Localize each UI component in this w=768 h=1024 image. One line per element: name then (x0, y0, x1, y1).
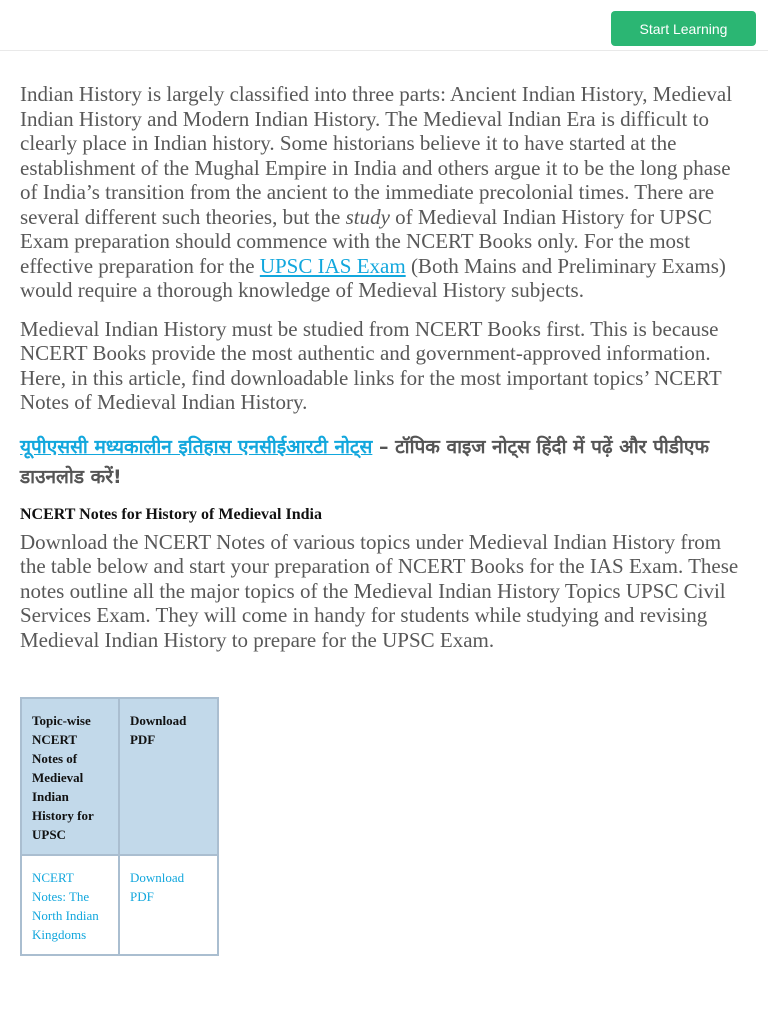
article-content (20, 82, 748, 652)
intro-paragraph-2: Medieval Indian History must be studied from NCERT Books first. This is because NCERT Books provide the most authentic and government-approved information. Here, in this article, find downloadable links for the most important topics’ NCERT Notes of Medieval Indian History. (20, 316, 722, 414)
start-learning-button[interactable]: Start Learning (611, 11, 756, 46)
top-bar (0, 0, 768, 51)
intro-text-a: Indian History is largely classified into three parts: Ancient Indian History, Medieval Indian History and Modern Indian History. The Medieval Indian Era is difficult to clearly place in Indian history. Some historians believe it to have started at the establishment of the Mughal Empire in India and others argue it to be the long phase of India’s transition from the ancient to the immediate precolonial times. There are several different such theories, but the (20, 82, 733, 229)
topic-link[interactable]: NCERT Notes: The North Indian Kingdoms (32, 870, 99, 942)
intro-text-b: of Medieval Indian History for UPSC Exam preparation should commence with the NCERT Books only. For the most effective preparation for the (20, 204, 712, 278)
table-row (21, 855, 218, 955)
table-header-topic: Topic-wise NCERT Notes of Medieval Indian History for UPSC (21, 698, 119, 855)
table-cell-topic (21, 855, 119, 955)
intro-paragraph-1 (20, 82, 748, 303)
hindi-notes-text: – टॉपिक वाइज नोट्स हिंदी में पढ़ें और पीडीएफ डाउनलोड करें! (20, 435, 710, 488)
intro-text-c: (Both Mains and Preliminary Exams) would require a thorough knowledge of Medieval History subjects. (20, 253, 726, 302)
section-paragraph: Download the NCERT Notes of various topics under Medieval Indian History from the table below and start your preparation of NCERT Books for the IAS Exam. These notes outline all the major topics of the Medieval Indian History Topics UPSC Civil Services Exam. They will come in handy for students while studying and revising Medieval Indian History to prepare for the UPSC Exam. (20, 529, 739, 652)
hindi-notes-link[interactable]: यूपीएससी मध्यकालीन इतिहास एनसीईआरटी नोट्स (20, 435, 373, 458)
download-pdf-link[interactable]: Download PDF (129, 870, 185, 904)
table-header-download: Download PDF (119, 698, 218, 855)
upsc-ias-exam-link[interactable]: UPSC IAS Exam (259, 253, 406, 278)
notes-table (20, 697, 219, 956)
section-heading: NCERT Notes for History of Medieval India (20, 505, 322, 523)
intro-emphasis: study (345, 204, 390, 229)
table-header-row (21, 698, 218, 855)
hindi-notes-line (20, 432, 748, 492)
table-cell-download (119, 855, 218, 955)
